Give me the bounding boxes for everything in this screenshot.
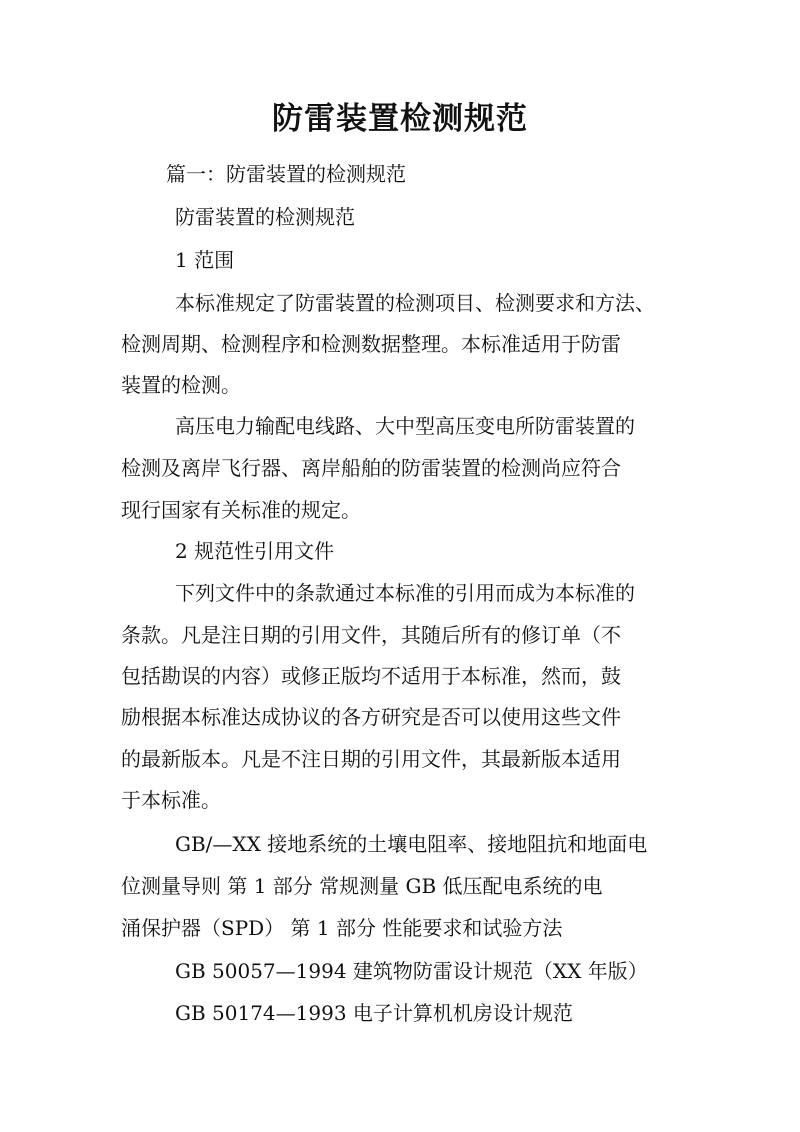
paragraph-line: 包括勘误的内容）或修正版均不适用于本标准，然而，鼓 [121,664,621,688]
paragraph-line: 励根据本标准达成协议的各方研究是否可以使用这些文件 [121,705,621,729]
paragraph-line: 现行国家有关标准的规定。 [121,498,361,522]
paragraph-line: 的最新版本。凡是不注日期的引用文件，其最新版本适用 [121,747,621,771]
paragraph-line: 下列文件中的条款通过本标准的引用而成为本标准的 [175,581,635,605]
reference-line: GB 50174—1993 电子计算机机房设计规范 [175,1001,573,1025]
paragraph-line: 装置的检测。 [121,373,241,397]
reference-line: GB 50057—1994 建筑物防雷设计规范（XX 年版） [175,959,648,983]
paragraph-line: 本标准规定了防雷装置的检测项目、检测要求和方法、 [175,291,655,315]
document-title: 防雷装置检测规范 [272,101,528,137]
subtitle-line: 防雷装置的检测规范 [175,205,355,229]
paragraph-line: 条款。凡是注日期的引用文件，其随后所有的修订单（不 [121,623,621,647]
paragraph-line: 高压电力输配电线路、大中型高压变电所防雷装置的 [175,414,635,438]
paragraph-line: 检测周期、检测程序和检测数据整理。本标准适用于防雷 [121,332,621,356]
reference-line: GB/—XX 接地系统的土壤电阻率、接地阻抗和地面电 [175,832,648,856]
paragraph-line: 于本标准。 [121,788,221,812]
section-heading-line: 篇一：防雷装置的检测规范 [166,162,406,186]
reference-line: 位测量导则 第 1 部分 常规测量 GB 低压配电系统的电 [121,874,603,898]
section-1-heading: 1 范围 [175,248,235,272]
reference-line: 涌保护器（SPD） 第 1 部分 性能要求和试验方法 [121,916,563,940]
paragraph-line: 检测及离岸飞行器、离岸船舶的防雷装置的检测尚应符合 [121,456,621,480]
section-2-heading: 2 规范性引用文件 [175,539,335,563]
